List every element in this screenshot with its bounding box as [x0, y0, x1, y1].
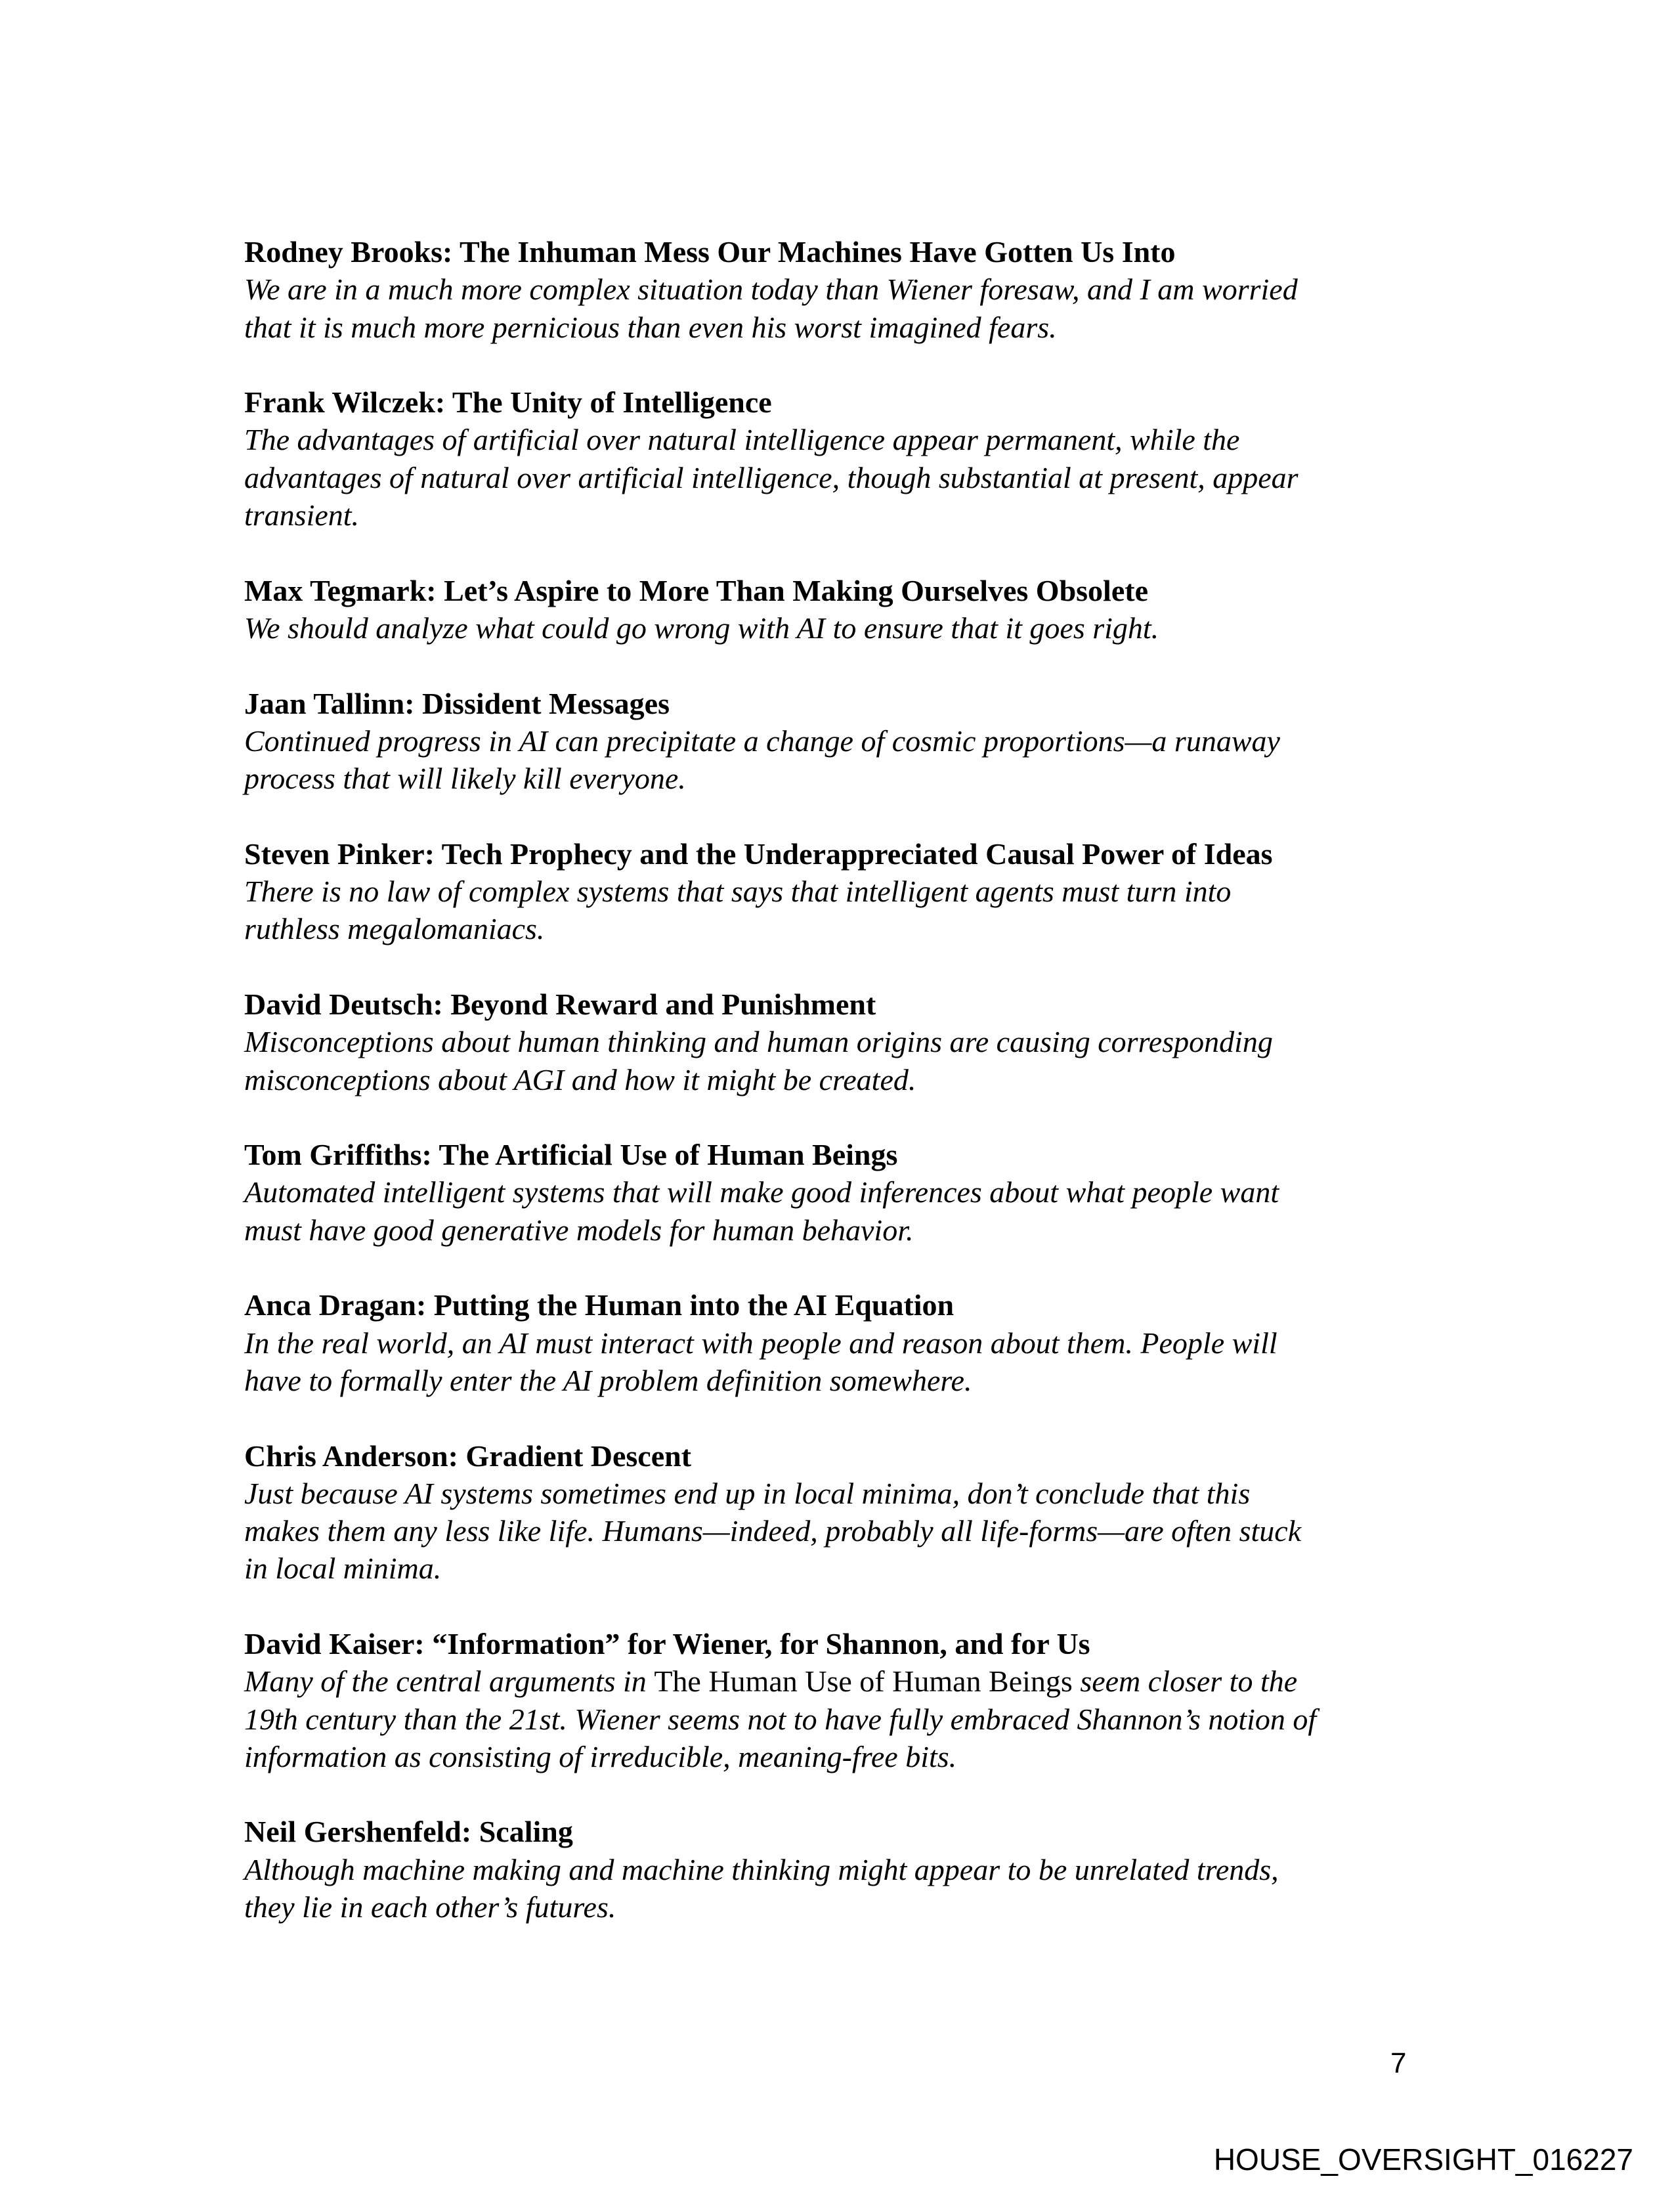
entry-summary-line: that it is much more pernicious than even his worst imagined fears. [244, 310, 1057, 344]
entry-summary-line: The advantages of artificial over natural intelligence appear permanent, while the [244, 423, 1240, 457]
entry [244, 383, 1316, 534]
entry-title: David Deutsch: Beyond Reward and Punishment [244, 987, 876, 1021]
entry-summary-line [244, 1662, 1316, 1700]
entry-title: Chris Anderson: Gradient Descent [244, 1439, 692, 1473]
entry-summary-line: process that will likely kill everyone. [244, 762, 686, 796]
entry-summary-line: Continued progress in AI can precipitate a change of cosmic proportions—a runaway [244, 724, 1280, 758]
entry-title: Frank Wilczek: The Unity of Intelligence [244, 385, 772, 420]
entry-summary-line: they lie in each other’s futures. [244, 1890, 616, 1924]
entry-gershenfeld [244, 1813, 1316, 1926]
entry-summary-line: We should analyze what could go wrong with AI to ensure that it goes right. [244, 611, 1159, 645]
entry-summary-line: Just because AI systems sometimes end up in local minima, don’t conclude that this [244, 1476, 1251, 1510]
entry-summary-line: Automated intelligent systems that will make good inferences about what people want [244, 1175, 1279, 1209]
entry [244, 1136, 1316, 1249]
contributor-list [244, 233, 1316, 1964]
entry-title: Neil Gershenfeld: Scaling [244, 1815, 573, 1849]
entry-summary-line: must have good generative models for human behavior. [244, 1213, 914, 1247]
page-number: 7 [1390, 2047, 1407, 2079]
summary-text: Many of the central arguments in [244, 1664, 655, 1699]
entry-summary-line: ruthless megalomaniacs. [244, 912, 545, 946]
entry-summary-line: in local minima. [244, 1551, 442, 1586]
entry-summary-line: have to formally enter the AI problem definition somewhere. [244, 1363, 972, 1397]
entry [244, 835, 1316, 948]
entry [244, 1437, 1316, 1588]
entry [244, 233, 1316, 346]
entry-summary-line: misconceptions about AGI and how it might be created. [244, 1062, 916, 1096]
entry-summary-line: There is no law of complex systems that says that intelligent agents must turn into [244, 875, 1232, 909]
summary-text: seem closer to the [1072, 1664, 1298, 1699]
entry-summary-line: makes them any less like life. Humans—indeed, probably all life-forms—are often stuck [244, 1514, 1302, 1548]
entry-summary-line: Although machine making and machine thinking might appear to be unrelated trends, [244, 1852, 1279, 1886]
entry-summary-line: advantages of natural over artificial intelligence, though substantial at present, appear [244, 460, 1298, 494]
entry-kaiser [244, 1625, 1316, 1775]
book-title: The Human Use of Human Beings [654, 1664, 1073, 1699]
entry [244, 572, 1316, 647]
entry-title: Tom Griffiths: The Artificial Use of Human Beings [244, 1138, 898, 1172]
entry-title: Steven Pinker: Tech Prophecy and the Underappreciated Causal Power of Ideas [244, 836, 1273, 871]
entry-title: Max Tegmark: Let’s Aspire to More Than Making Ourselves Obsolete [244, 573, 1148, 607]
entry-summary-line: transient. [244, 498, 360, 532]
entry-summary-line: 19th century than the 21st. Wiener seems not to have fully embraced Shannon’s notion of [244, 1702, 1317, 1736]
entry [244, 986, 1316, 1098]
entry-summary-line: In the real world, an AI must interact with people and reason about them. People will [244, 1326, 1277, 1360]
entry-title: Anca Dragan: Putting the Human into the AI Equation [244, 1288, 955, 1322]
entry-summary-line: information as consisting of irreducible, meaning-free bits. [244, 1739, 957, 1773]
entry [244, 1286, 1316, 1399]
entry-title: David Kaiser: “Information” for Wiener, for Shannon, and for Us [244, 1626, 1090, 1660]
entry-summary-line: Misconceptions about human thinking and human origins are causing corresponding [244, 1025, 1273, 1059]
entry-title: Jaan Tallinn: Dissident Messages [244, 686, 670, 720]
bates-stamp: HOUSE_OVERSIGHT_016227 [1213, 2142, 1633, 2177]
entry-title: Rodney Brooks: The Inhuman Mess Our Machines Have Gotten Us Into [244, 235, 1176, 269]
entry-summary-line: We are in a much more complex situation today than Wiener foresaw, and I am worried [244, 272, 1298, 307]
entry [244, 685, 1316, 798]
